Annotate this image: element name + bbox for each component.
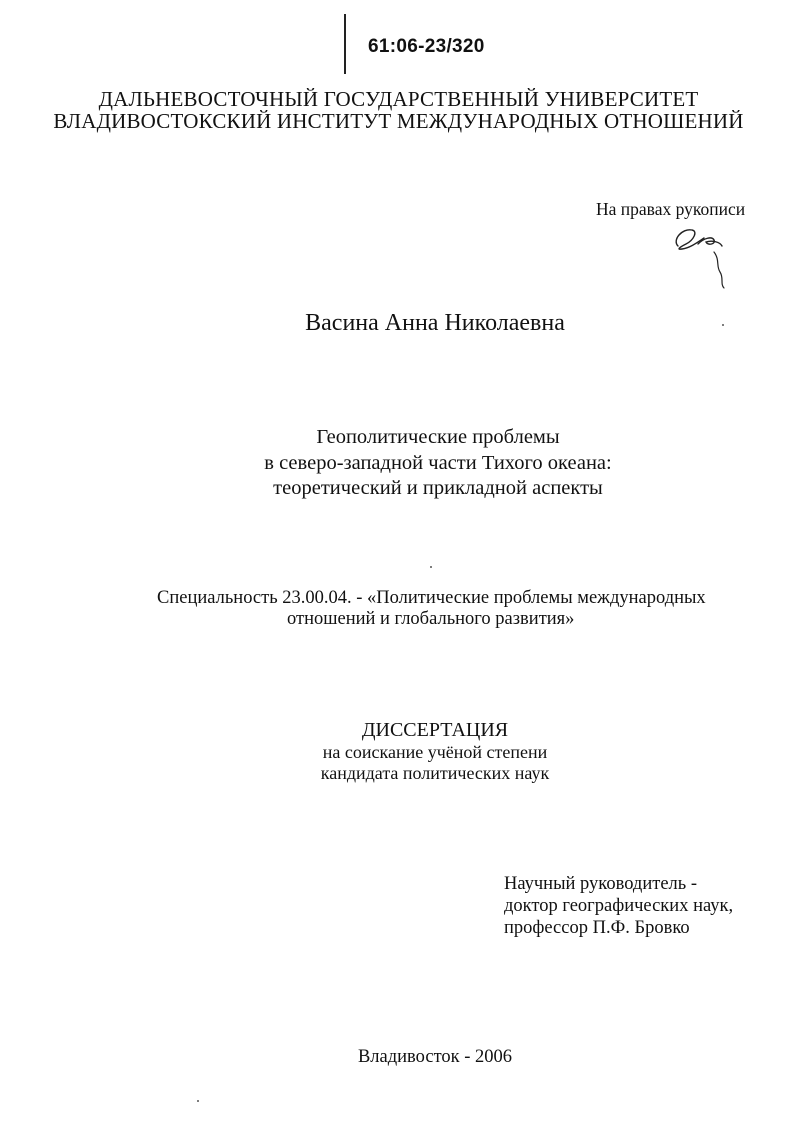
archive-code: 61:06-23/320	[368, 36, 485, 57]
dissertation-block	[0, 718, 797, 784]
dissertation-heading: ДИССЕРТАЦИЯ	[361, 719, 509, 741]
dissertation-title	[0, 425, 797, 502]
author-name: Васина Анна Николаевна	[305, 310, 565, 336]
advisor-line-1: Научный руководитель -	[504, 874, 697, 894]
city-year: Владивосток - 2006	[357, 1047, 513, 1067]
title-line-1: Геополитические проблемы	[316, 426, 560, 448]
institute-name: ВЛАДИВОСТОКСКИЙ ИНСТИТУТ МЕЖДУНАРОДНЫХ ОТНОШЕНИЙ	[53, 109, 744, 133]
specialty-line-1: Специальность 23.00.04. - «Политические проблемы международных	[157, 588, 706, 608]
scan-speck	[197, 1100, 199, 1102]
title-line-3: теоретический и прикладной аспекты	[273, 477, 603, 499]
stamp-divider-line	[344, 14, 346, 74]
handwritten-signature	[668, 218, 738, 290]
degree-line-1: на соискание учёной степени	[322, 742, 548, 762]
title-line-2: в северо-западной части Тихого океана:	[264, 451, 612, 474]
advisor-line-2: доктор географических наук,	[504, 896, 734, 916]
scan-speck	[722, 324, 724, 326]
degree-line-2: кандидата политических наук	[320, 763, 550, 783]
advisor-line-3: профессор П.Ф. Бровко	[504, 918, 690, 938]
specialty-line-2: отношений и глобального развития»	[287, 609, 575, 629]
scan-speck	[430, 566, 432, 568]
manuscript-rights-note: На правах рукописи	[596, 199, 746, 219]
scientific-advisor	[504, 873, 733, 939]
university-name: ДАЛЬНЕВОСТОЧНЫЙ ГОСУДАРСТВЕННЫЙ УНИВЕРСИТЕТ	[98, 87, 699, 111]
